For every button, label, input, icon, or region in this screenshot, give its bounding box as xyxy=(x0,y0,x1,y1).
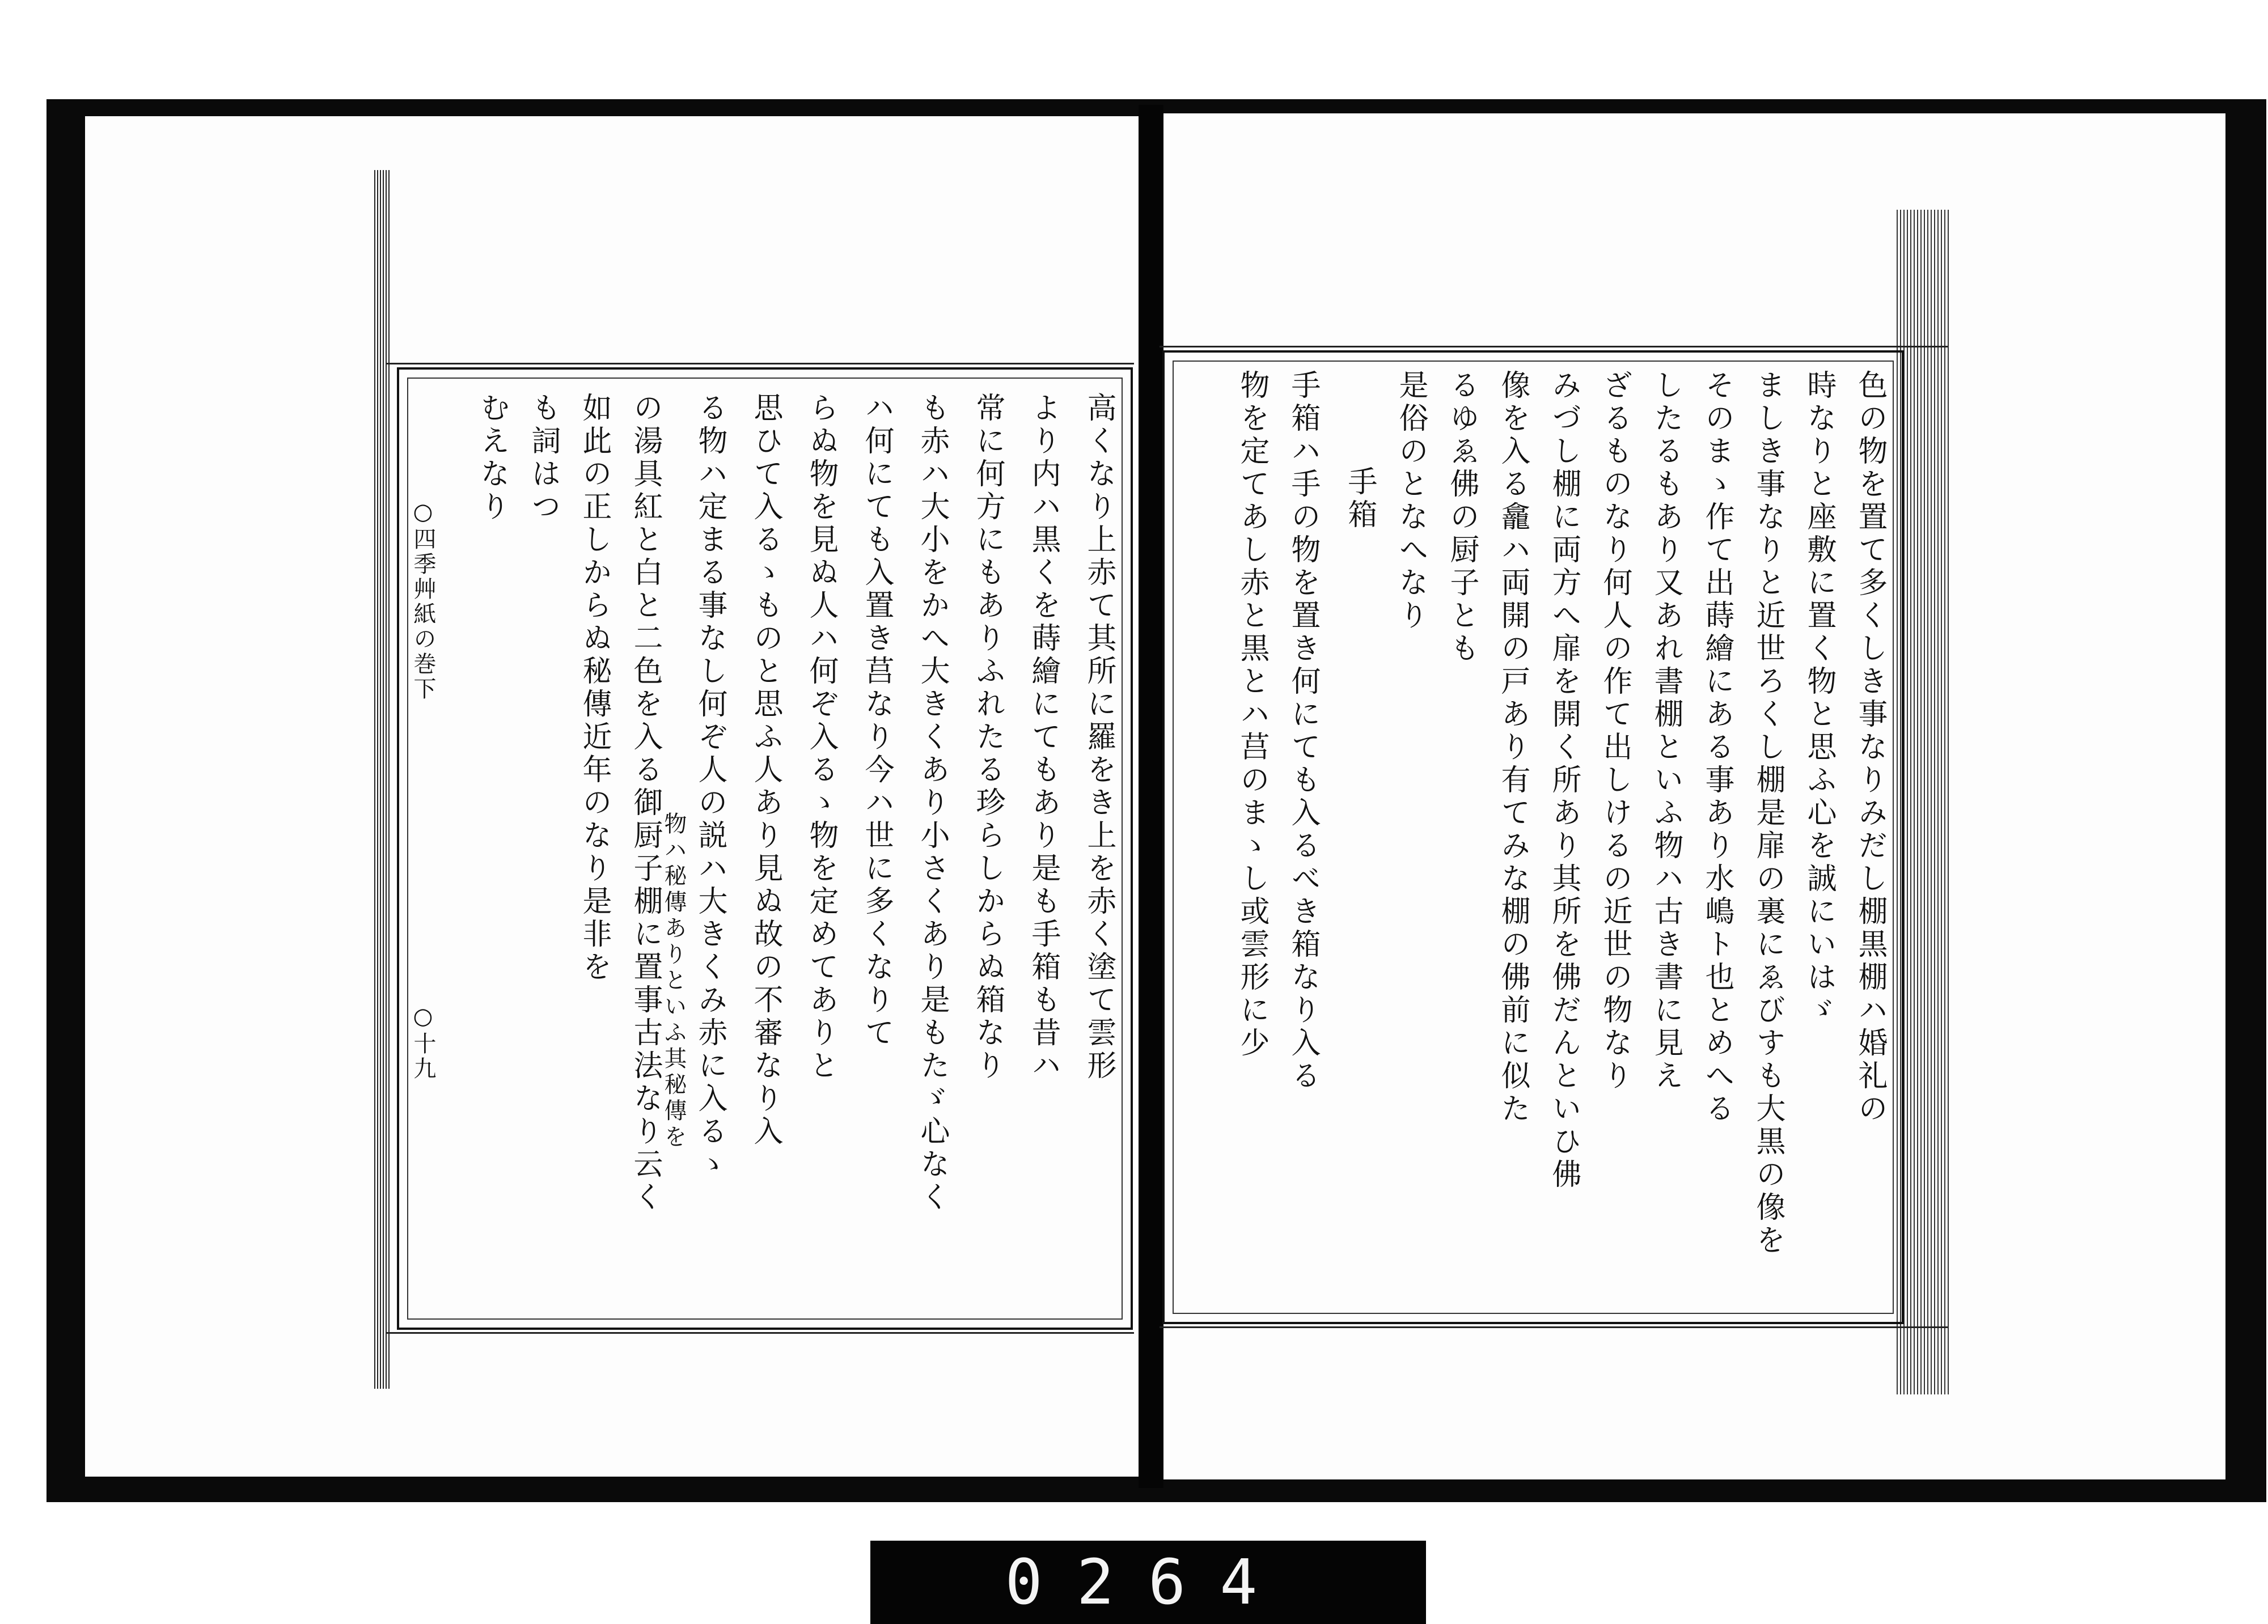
text-column: る物ハ定まる事なし何ぞ人の説ハ大きくみ赤に入るゝ xyxy=(693,392,727,1181)
text-column: 高くなり上赤て其所に羅をき上を赤く塗て雲形 xyxy=(1082,392,1116,1083)
text-column: るゆゑ佛の厨子とも xyxy=(1445,370,1479,665)
archive-number: 0264 xyxy=(1005,1546,1292,1618)
margin-folio: ○十九 xyxy=(410,1003,436,1082)
right-text-box xyxy=(1162,350,1904,1324)
text-column: 物を定てあし赤と黒とハ莒のまゝし或雲形に少 xyxy=(1235,370,1269,1060)
archive-number-stamp xyxy=(870,1541,1426,1624)
text-column: らぬ物を見ぬ人ハ何ぞ入るゝ物を定めてありと xyxy=(804,392,838,1083)
text-column: 常に何方にもありふれたる珍らしからぬ箱なり xyxy=(971,392,1005,1083)
right-bottom-rule xyxy=(1160,1326,1948,1328)
text-column: そのまゝ作て出蒔繪にある事あり水嶋ト也とめへる xyxy=(1700,370,1734,1126)
text-column: も詞はつ xyxy=(526,392,560,524)
annotation-column: 物ハ秘傳ありといふ其秘傳を xyxy=(661,812,687,1151)
left-bottom-rule xyxy=(386,1332,1134,1334)
text-column: ハ何にても入置き莒なり今ハ世に多くなりて xyxy=(860,392,894,1050)
text-column: 如此の正しからぬ秘傳近年のなり是非を xyxy=(577,392,611,984)
right-page-edge xyxy=(1897,210,1950,1394)
text-column: したるもあり又あれ書棚といふ物ハ古き書に見え xyxy=(1649,370,1683,1093)
text-column: みづし棚に両方へ扉を開く所あり其所を佛だんといひ佛 xyxy=(1547,370,1581,1192)
book-spine xyxy=(1139,105,1163,1488)
left-top-rule xyxy=(386,363,1134,364)
text-column: も赤ハ大小をかへ大きくあり小さくあり是もたゞ心なく xyxy=(915,392,949,1214)
text-column: 色の物を置て多くしき事なりみだし棚黒棚ハ婚礼の xyxy=(1853,370,1887,1126)
text-column: ましき事なりと近世ろくし棚是扉の裏にゑびすも大黒の像を xyxy=(1751,370,1785,1257)
text-column: 像を入る龕ハ両開の戸あり有てみな棚の佛前に似た xyxy=(1496,370,1530,1126)
text-column: 手箱ハ手の物を置き何にても入るべき箱なり入る xyxy=(1286,370,1320,1093)
text-column: 時なりと座敷に置く物と思ふ心を誠にいはゞ xyxy=(1802,370,1836,1027)
text-column: むえなり xyxy=(475,392,509,524)
left-text-box xyxy=(397,367,1133,1330)
text-column: ざるものなり何人の作て出しけるの近世の物なり xyxy=(1598,370,1632,1093)
margin-title: ○四季艸紙の巻下 xyxy=(410,499,436,702)
section-heading: 手箱 xyxy=(1343,466,1377,532)
text-column: 是俗のとなへなり xyxy=(1394,370,1428,633)
text-column: より内ハ黒くを蒔繪にてもあり是も手箱も昔ハ xyxy=(1026,392,1060,1083)
right-top-rule xyxy=(1160,346,1948,347)
right-inner-border xyxy=(1173,361,1894,1314)
left-page-edge xyxy=(374,170,391,1389)
text-column: 思ひて入るゝものと思ふ人あり見ぬ故の不審なり入 xyxy=(748,392,782,1148)
text-column: の湯具紅と白と二色を入る御厨子棚に置事古法なり云く xyxy=(628,392,662,1214)
